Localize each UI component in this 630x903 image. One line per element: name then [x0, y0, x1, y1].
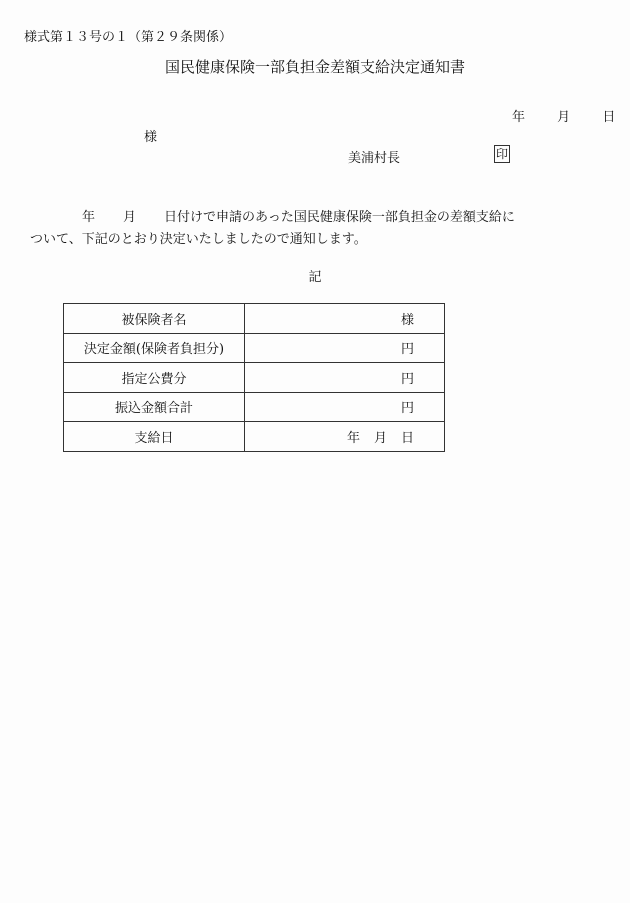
- details-table: [63, 303, 445, 452]
- form-number: 様式第１３号の１（第２９条関係）: [24, 30, 233, 45]
- row-label: 被保険者名: [64, 304, 245, 334]
- body-text-rest: 日付けで申請のあった国民健康保険一部負担金の差額支給に: [164, 210, 515, 225]
- table-row: [64, 392, 445, 422]
- document-title: 国民健康保険一部負担金差額支給決定通知書: [164, 58, 465, 76]
- payment-date-value[interactable]: [245, 422, 445, 452]
- payment-month: 月: [373, 430, 387, 446]
- row-value[interactable]: 円: [245, 392, 445, 422]
- seal-mark: 印: [495, 147, 508, 161]
- table-row: [64, 304, 445, 334]
- payment-year: 年: [346, 430, 360, 446]
- table-row: [64, 422, 445, 452]
- table-row: [64, 363, 445, 393]
- payment-day: 日: [400, 430, 414, 446]
- row-value[interactable]: 円: [245, 333, 445, 363]
- issue-date-day: 日: [602, 110, 616, 125]
- ki-heading: 記: [308, 270, 322, 285]
- row-value[interactable]: 様: [245, 304, 445, 334]
- body-month: 月: [123, 210, 137, 225]
- issuer-name: 美浦村長: [348, 151, 401, 166]
- issue-date-month: 月: [557, 110, 571, 125]
- row-label: 支給日: [64, 422, 245, 452]
- row-label: 決定金額(保険者負担分): [64, 333, 245, 363]
- recipient-suffix: 様: [144, 130, 158, 145]
- body-year: 年: [82, 210, 96, 225]
- table-row: [64, 333, 445, 363]
- row-label: 指定公費分: [64, 363, 245, 393]
- body-text-line-1: [82, 206, 515, 225]
- row-label: 振込金額合計: [64, 392, 245, 422]
- row-value[interactable]: 円: [245, 363, 445, 393]
- issue-date: [512, 106, 615, 125]
- issue-date-year: 年: [512, 110, 526, 125]
- body-text-line-2: ついて、下記のとおり決定いたしましたので通知します。: [30, 232, 367, 247]
